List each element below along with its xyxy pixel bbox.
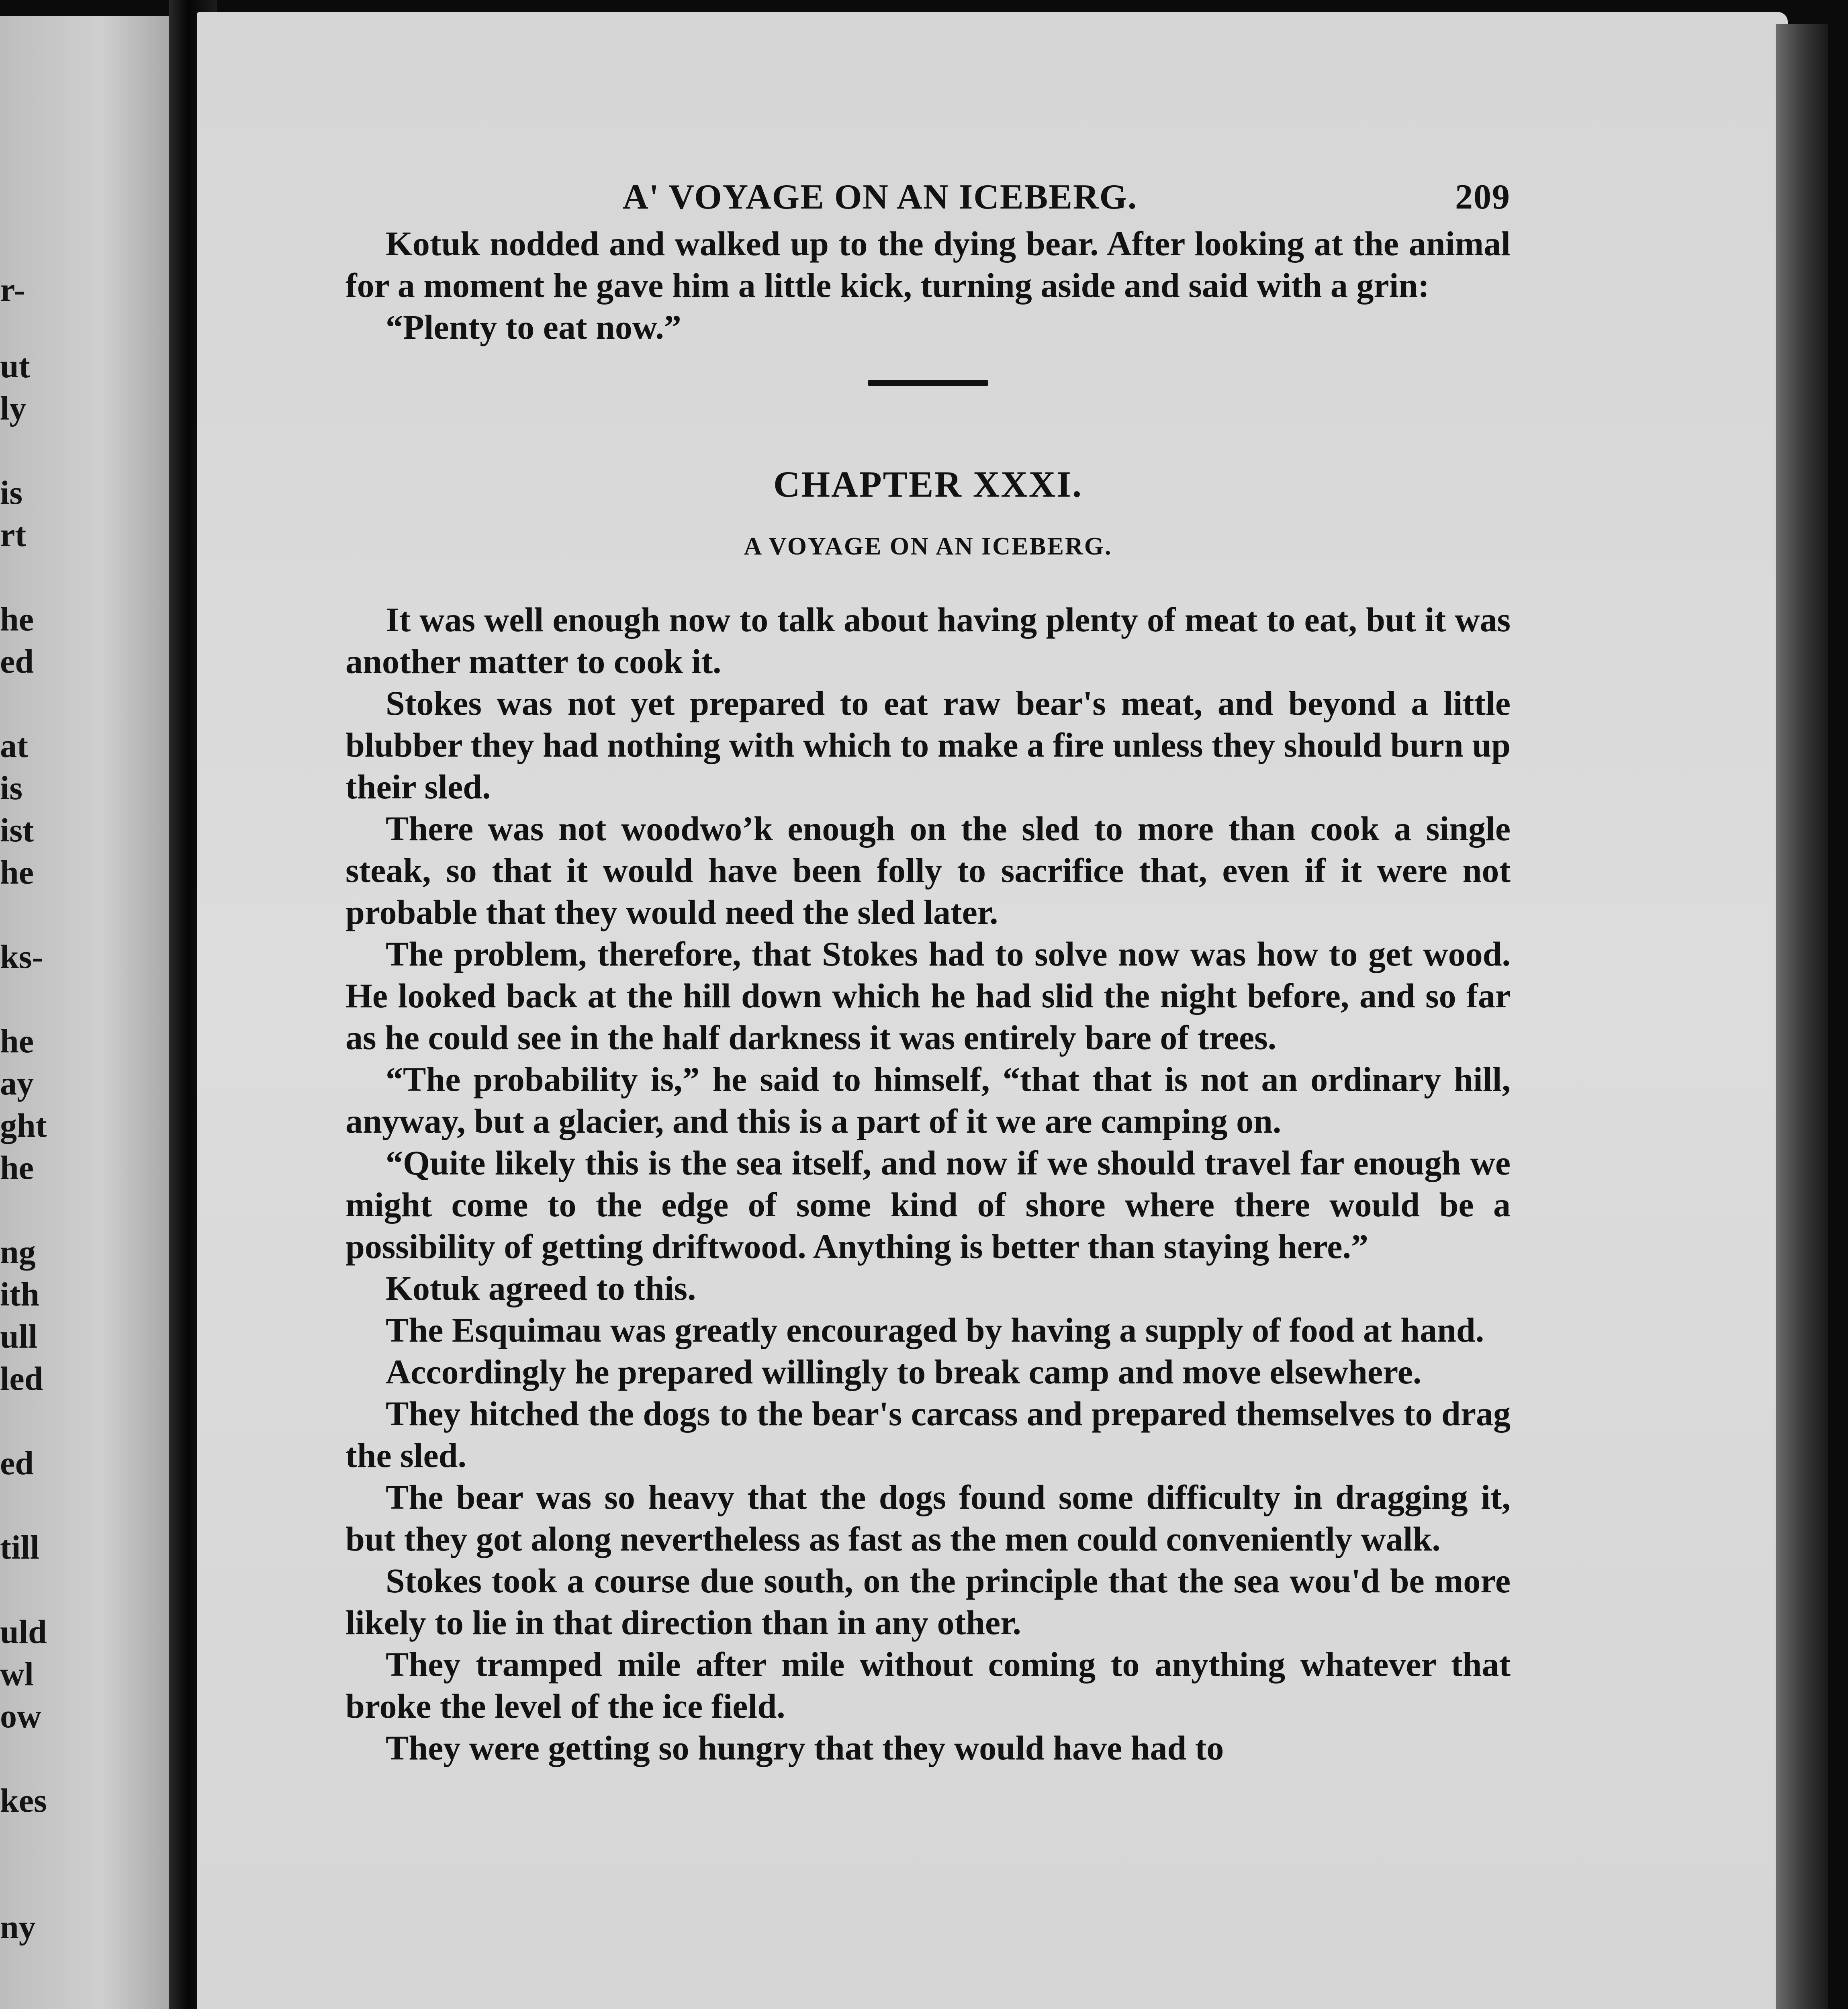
left-fragment: ny [0,1909,36,1946]
left-fragment: he [0,854,34,891]
left-fragment: he [0,1149,34,1187]
page-binding-edge [1776,24,1828,2009]
left-fragment: he [0,1023,34,1060]
left-fragment: ly [0,390,27,427]
chapter-subtitle: A VOYAGE ON AN ICEBERG. [744,533,1112,560]
left-fragment: kes [0,1782,47,1819]
left-fragment: at [0,727,28,765]
left-fragment: uld [0,1613,47,1651]
paragraph: “The probability is,” he said to himself, “that that is not an ordinary hill, anyway, but a glacier, and this is a part of it we are camping on. [345,1060,1511,1140]
paragraph: Stokes took a course due south, on the principle that the sea wou'd be more likely to lie in that direction than in any other. [345,1561,1511,1642]
paragraph: They hitched the dogs to the bear's carcass and prepared themselves to drag the sled. [345,1394,1511,1475]
left-fragment: ks- [0,938,43,976]
paragraph: The Esquimau was greatly encouraged by having a supply of food at hand. [386,1311,1484,1349]
paragraph: Kotuk agreed to this. [386,1269,696,1307]
paragraph: “Quite likely this is the sea itself, and now if we should travel far enough we might come to the edge of some kind of shore where there would be a possibility of getting driftwood. Anything is better than staying here.” [345,1144,1511,1266]
left-fragment: ng [0,1234,36,1271]
left-fragment: wl [0,1655,34,1693]
left-fragment: ull [0,1318,38,1355]
left-fragment: rt [0,516,27,554]
left-fragment: ay [0,1065,34,1102]
left-fragment: led [0,1360,43,1397]
left-fragment: r- [0,271,25,309]
left-fragment: ist [0,812,34,849]
left-fragment: ut [0,348,30,385]
left-page-edge [0,16,169,2009]
paragraph: They tramped mile after mile without coming to anything whatever that broke the level of the ice field. [345,1645,1511,1725]
running-head-title: A' VOYAGE ON AN ICEBERG. [623,178,1137,217]
left-fragment: ed [0,1444,34,1482]
paragraph: The problem, therefore, that Stokes had to solve now was how to get wood. He looked back at the hill down which he had slid the night before, and so far as he could see in the half darkness it was entirely bare of trees. [345,935,1511,1057]
paragraph: Accordingly he prepared willingly to break camp and move elsewhere. [386,1352,1422,1391]
paragraph: Kotuk nodded and walked up to the dying bear. After looking at the animal for a moment he gave him a little kick, turning aside and said with a grin: [345,224,1511,305]
left-fragment: ght [0,1107,47,1144]
page-number: 209 [1455,178,1511,217]
left-fragment: is [0,474,23,511]
left-fragment: is [0,769,23,807]
paragraph: Stokes was not yet prepared to eat raw bear's meat, and beyond a little blubber they had nothing with which to make a fire unless they should burn up their sled. [345,684,1511,806]
paragraph: The bear was so heavy that the dogs found some difficulty in dragging it, but they got along nevertheless as fast as the men could conveniently walk. [345,1478,1511,1558]
chapter-heading: CHAPTER XXXI. [773,464,1083,505]
left-fragment: ow [0,1698,41,1735]
paragraph: There was not woodwo’k enough on the sled to more than cook a single steak, so that it would have been folly to sacrifice that, even if it were not probable that they would need the sled later. [345,809,1511,931]
running-head [345,177,1511,221]
paragraph: It was well enough now to talk about having plenty of meat to eat, but it was another matter to cook it. [345,600,1511,681]
paragraph: They were getting so hungry that they would have had to [386,1729,1224,1767]
left-fragment: ed [0,643,34,680]
paragraph: “Plenty to eat now.” [386,308,681,346]
left-fragment: till [0,1529,39,1566]
page-text-block [345,177,1511,1769]
section-divider-rule [868,380,988,386]
left-fragment: he [0,601,34,638]
left-page-text-fragments [0,16,169,2009]
left-fragment: ith [0,1276,40,1313]
